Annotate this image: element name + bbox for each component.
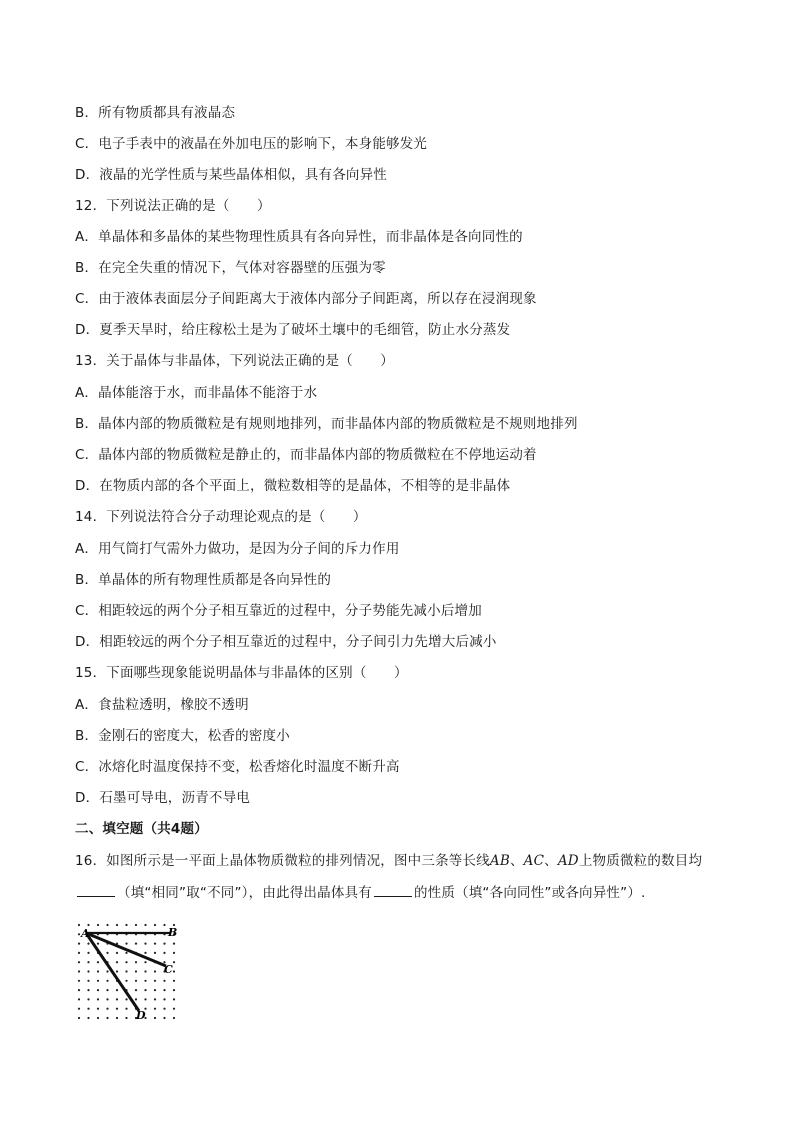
lattice-dot <box>106 998 108 1000</box>
lattice-dot <box>106 1017 108 1019</box>
q12-option-c: C．由于液体表面层分子间距离大于液体内部分子间距离，所以存在浸润现象 <box>75 291 537 307</box>
lattice-dot <box>173 1008 175 1010</box>
lattice-dot <box>116 989 118 991</box>
lattice-dot <box>173 961 175 963</box>
q14-option-a: A．用气筒打气需外力做功，是因为分子间的斥力作用 <box>75 541 400 557</box>
lattice-dot <box>78 980 80 982</box>
lattice-dot <box>154 943 156 945</box>
lattice-dot <box>116 970 118 972</box>
lattice-dot <box>154 952 156 954</box>
lattice-dot <box>78 961 80 963</box>
lattice-dot <box>125 970 127 972</box>
lattice-dot <box>125 1017 127 1019</box>
lattice-dot <box>144 998 146 1000</box>
q15-option-d: D．石墨可导电，沥青不导电 <box>75 790 250 806</box>
q16-text-part2: 上物质微粒的数目均 <box>578 853 703 869</box>
point-b-label: B <box>168 926 178 939</box>
answer-blank-2[interactable] <box>374 884 412 897</box>
lattice-dot <box>173 943 175 945</box>
q13-option-b: B．晶体内部的物质微粒是有规则地排列，而非晶体内部的物质微粒是不规则地排列 <box>75 416 578 432</box>
lattice-dot <box>125 961 127 963</box>
lattice-dot <box>97 961 99 963</box>
lattice-dot <box>116 1008 118 1010</box>
q15-stem: 15．下面哪些现象能说明晶体与非晶体的区别（ ） <box>75 665 408 681</box>
lattice-dot <box>78 924 80 926</box>
lattice-dot <box>106 1008 108 1010</box>
q11-option-c: C．电子手表中的液晶在外加电压的影响下，本身能够发光 <box>75 136 428 152</box>
lattice-dot <box>78 998 80 1000</box>
lattice-dots <box>78 924 178 1019</box>
lattice-dot <box>173 989 175 991</box>
q14-option-c: C．相距较远的两个分子相互靠近的过程中，分子势能先减小后增加 <box>75 603 482 619</box>
lattice-dot <box>116 952 118 954</box>
lattice-dot <box>106 952 108 954</box>
lattice-dot <box>78 952 80 954</box>
lattice-dot <box>97 998 99 1000</box>
lattice-dot <box>154 1008 156 1010</box>
q12-option-a: A．单晶体和多晶体的某些物理性质具有各向异性，而非晶体是各向同性的 <box>75 229 523 245</box>
lattice-dot <box>144 980 146 982</box>
answer-blank-1[interactable] <box>77 884 115 897</box>
lattice-dot <box>163 952 165 954</box>
q14-option-d: D．相距较远的两个分子相互靠近的过程中，分子间引力先增大后减小 <box>75 634 497 650</box>
lattice-dot <box>106 989 108 991</box>
lattice-dot <box>97 943 99 945</box>
lattice-dot <box>154 998 156 1000</box>
lattice-dot <box>125 943 127 945</box>
point-d-label: D <box>136 1009 146 1022</box>
label-ad: AD <box>557 853 579 869</box>
lattice-dot <box>135 998 137 1000</box>
lattice-dot <box>116 961 118 963</box>
lattice-dot <box>125 952 127 954</box>
q13-option-a: A．晶体能溶于水，而非晶体不能溶于水 <box>75 385 318 401</box>
lattice-dot <box>78 1017 80 1019</box>
separator: 、 <box>544 853 558 869</box>
lattice-dot <box>173 970 175 972</box>
point-a-label: A <box>81 927 90 940</box>
lattice-dot <box>135 961 137 963</box>
lattice-dot <box>135 989 137 991</box>
lattice-dot <box>87 943 89 945</box>
q15-option-a: A．食盐粒透明，橡胶不透明 <box>75 697 249 713</box>
lattice-dot <box>87 1008 89 1010</box>
q11-option-d: D．液晶的光学性质与某些晶体相似，具有各向异性 <box>75 167 387 183</box>
lattice-dot <box>97 1008 99 1010</box>
q14-stem: 14．下列说法符合分子动理论观点的是（ ） <box>75 509 367 525</box>
lattice-dot <box>78 970 80 972</box>
lattice-dot <box>144 970 146 972</box>
lattice-dot <box>154 970 156 972</box>
lattice-dot <box>154 980 156 982</box>
lattice-dot <box>125 924 127 926</box>
lattice-dot <box>135 980 137 982</box>
lattice-dot <box>135 943 137 945</box>
lattice-dot <box>116 1017 118 1019</box>
lattice-dot <box>163 980 165 982</box>
lattice-dot <box>87 998 89 1000</box>
q16-stem-line2 <box>75 884 646 902</box>
lattice-dot <box>97 970 99 972</box>
lattice-dot <box>106 970 108 972</box>
q12-stem: 12．下列说法正确的是（ ） <box>75 198 271 214</box>
lattice-dot <box>154 989 156 991</box>
q16-text-part1: 16．如图所示是一平面上晶体物质微粒的排列情况，图中三条等长线 <box>75 853 490 869</box>
lattice-dot <box>144 943 146 945</box>
lattice-dot <box>163 998 165 1000</box>
q11-option-b: B．所有物质都具有液晶态 <box>75 105 236 121</box>
lattice-dot <box>125 1008 127 1010</box>
lattice-dot <box>173 952 175 954</box>
lattice-dot <box>144 952 146 954</box>
separator: 、 <box>509 853 524 869</box>
lattice-dot <box>97 1017 99 1019</box>
lattice-dot <box>87 980 89 982</box>
lattice-dot <box>163 1008 165 1010</box>
lattice-dot <box>78 943 80 945</box>
label-ab: AB <box>489 853 510 869</box>
lattice-dot <box>97 989 99 991</box>
q12-option-d: D．夏季天旱时，给庄稼松土是为了破坏土壤中的毛细管，防止水分蒸发 <box>75 322 511 338</box>
lattice-dot <box>125 998 127 1000</box>
lattice-dot <box>97 980 99 982</box>
point-c-label: C <box>164 963 173 976</box>
q15-option-b: B．金刚石的密度大，松香的密度小 <box>75 728 290 744</box>
lattice-dot <box>163 989 165 991</box>
lattice-dot <box>163 943 165 945</box>
lattice-dot <box>78 1008 80 1010</box>
lattice-dot <box>135 924 137 926</box>
q16-text-part4: 的性质（填“各向同性”或各向异性”）. <box>413 885 646 901</box>
lattice-dot <box>116 924 118 926</box>
lattice-dot <box>144 989 146 991</box>
section-title: 二、填空题（共4题） <box>75 821 208 837</box>
lattice-dot <box>135 970 137 972</box>
lattice-dot <box>116 998 118 1000</box>
lattice-dot <box>163 924 165 926</box>
q15-option-c: C．冰熔化时温度保持不变，松香熔化时温度不断升高 <box>75 759 400 775</box>
lattice-dot <box>78 933 80 935</box>
lattice-dot <box>87 989 89 991</box>
lattice-dot <box>173 998 175 1000</box>
lattice-dot <box>125 980 127 982</box>
q13-option-d: D．在物质内部的各个平面上，微粒数相等的是晶体，不相等的是非晶体 <box>75 478 511 494</box>
lattice-dot <box>78 989 80 991</box>
lattice-dot <box>97 924 99 926</box>
lattice-dot <box>87 952 89 954</box>
lattice-dot <box>106 924 108 926</box>
lattice-dot <box>87 961 89 963</box>
lattice-dot <box>173 980 175 982</box>
label-ac: AC <box>523 853 545 869</box>
q16-text-part3: （填“相同”取“不同”），由此得出晶体具有 <box>117 885 372 901</box>
lattice-dot <box>144 961 146 963</box>
lattice-dot <box>173 1017 175 1019</box>
lattice-dot <box>87 924 89 926</box>
q13-stem: 13．关于晶体与非晶体，下列说法正确的是（ ） <box>75 353 394 369</box>
lattice-dot <box>106 980 108 982</box>
lattice-dot <box>163 1017 165 1019</box>
lattice-dot <box>87 1017 89 1019</box>
q12-option-b: B．在完全失重的情况下，气体对容器壁的压强为零 <box>75 260 386 276</box>
q13-option-c: C．晶体内部的物质微粒是静止的，而非晶体内部的物质微粒在不停地运动着 <box>75 447 537 463</box>
lattice-dot <box>154 1017 156 1019</box>
lattice-dot <box>144 924 146 926</box>
q14-option-b: B．单晶体的所有物理性质都是各向异性的 <box>75 572 332 588</box>
lattice-dot <box>154 924 156 926</box>
q16-stem-line1 <box>75 852 702 870</box>
crystal-lattice-figure <box>74 920 184 1025</box>
lattice-dot <box>87 970 89 972</box>
